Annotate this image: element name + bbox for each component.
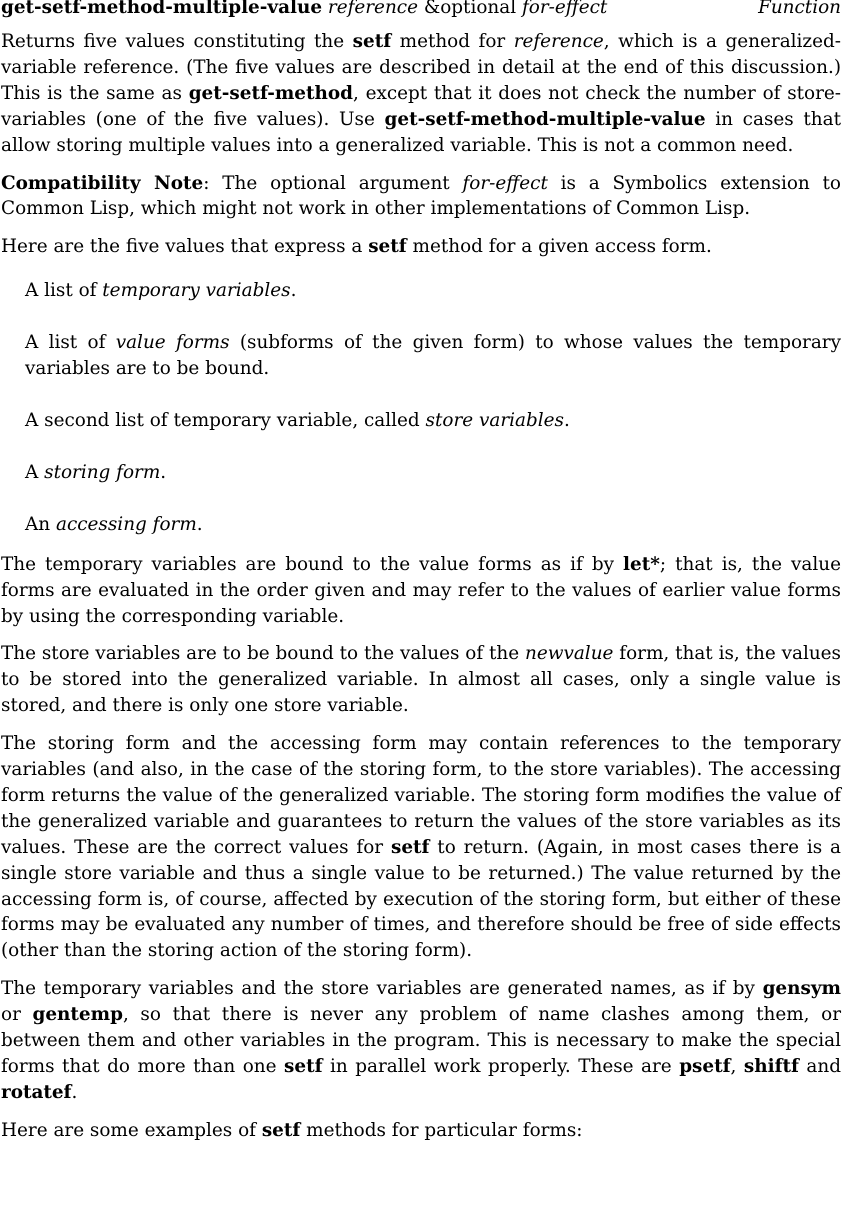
examples-intro: Here are some examples of setf methods for particular forms: xyxy=(1,1119,583,1141)
list-item: A second list of temporary variable, called store variables. xyxy=(25,409,570,431)
arg-reference: reference xyxy=(327,0,418,18)
list-item: An accessing form. xyxy=(25,513,203,535)
compatibility-note: Compatibility Note: The optional argument for-effect is a Symbolics extension to Common Lisp, which might not work in other implementations of Common Lisp. xyxy=(1,172,842,220)
term-rotatef: rotatef xyxy=(1,1081,72,1103)
term-psetf: psetf xyxy=(679,1056,731,1077)
temporary-variables-paragraph: The temporary variables are bound to the value forms as if by let*; that is, the value forms are evaluated in the order given and may refer to the values of earlier value forms by using the corresponding variable. xyxy=(1,553,841,627)
function-entry-header xyxy=(1,0,841,22)
function-signature xyxy=(1,0,607,18)
list-item: A list of value forms (subforms of the given form) to whose values the temporary variables are to be bound. xyxy=(25,332,841,380)
term-setf: setf xyxy=(390,836,430,858)
term-setf: setf xyxy=(352,31,392,52)
function-name: get-setf-method-multiple-value xyxy=(1,0,323,18)
term-get-setf-method: get-setf-method xyxy=(188,82,353,104)
values-intro: Here are the five values that express a setf method for a given access form. xyxy=(1,236,712,258)
list-item: A storing form. xyxy=(25,461,167,483)
term-setf: setf xyxy=(368,236,407,258)
arg-for-effect: for-effect xyxy=(521,0,608,18)
setf-method-values-list xyxy=(1,278,841,537)
compatibility-note-label: Compatibility Note xyxy=(1,172,204,194)
term-gentemp: gentemp xyxy=(32,1004,123,1026)
term-gensym: gensym xyxy=(762,978,841,1000)
arg-optional-keyword: &optional xyxy=(423,0,517,18)
generated-names-paragraph: The temporary variables and the store variables are generated names, as if by gensym or gentemp, so that there is never any problem of name clashes among them, or between them and other variables in the program. This is necessary to make the special forms that do more than one setf in parallel work properly. These are psetf, shiftf and rotatef. xyxy=(1,978,841,1103)
term-let-star: let* xyxy=(623,553,660,575)
store-variables-paragraph: The store variables are to be bound to the values of the newvalue form, that is, the values to be stored into the generalized variable. In almost all cases, only a single value is stored, and there is only one store variable. xyxy=(1,643,841,717)
term-get-setf-method-multiple-value: get-setf-method-multiple-​value xyxy=(384,108,706,130)
term-shiftf: shiftf xyxy=(743,1056,799,1077)
term-for-effect: for-effect xyxy=(462,172,548,194)
storing-accessing-paragraph: The storing form and the accessing form may contain references to the temporary variables (and also, in the case of the storing form, to the store variables). The accessing form returns the value of the generalized variable. The storing form modifies the value of the generalized variable and guarantees to return the values of the store variables as its values. These are the correct values for setf to return. (Again, in most cases there is a single store variable and thus a single value to be returned.) The value returned by the accessing form is, of course, affected by execution of the storing form, but either of these forms may be evaluated any number of times, and therefore should be free of side effects (other than the storing action of the storing form). xyxy=(1,733,841,962)
term-reference: reference xyxy=(513,31,604,52)
term-newvalue: newvalue xyxy=(524,643,614,665)
list-item: A list of temporary variables. xyxy=(25,280,297,302)
term-setf: setf xyxy=(261,1119,301,1141)
description-paragraph: Returns five values constituting the setf method for reference, which is a generalized-variable reference. (The five values are described in detail at the end of this discussion.) This is the same as get-setf-method, except that it does not check the number of store-variables (one of the five values). Use get-setf-method-multiple-​value in cases that allow storing multiple values into a generalized variable. This is not a common need. xyxy=(1,31,841,156)
entry-kind: Function xyxy=(758,0,841,18)
term-setf: setf xyxy=(284,1056,323,1077)
